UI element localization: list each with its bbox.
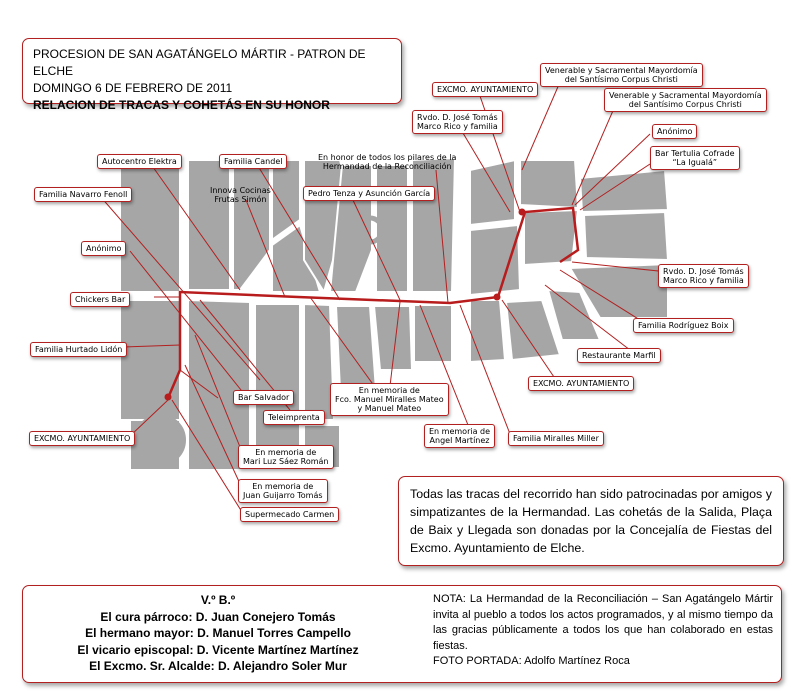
label-familia-miralles: Familia Miralles Miller: [508, 431, 604, 446]
label-excmo-top: EXCMO. AYUNTAMIENTO: [432, 82, 538, 97]
sponsorship-notice: [398, 476, 784, 566]
label-pilares: En honor de todos los pilares de la Hermandad de la Reconciliación: [318, 153, 457, 171]
label-venerable-2: Venerable y Sacramental Mayordomía del Santísimo Corpus Christi: [604, 88, 767, 112]
title-box: [22, 38, 402, 112]
label-memoria-fco: En memoria de Fco. Manuel Miralles Mateo y Manuel Mateo: [330, 383, 449, 416]
midpoint-marker: [494, 294, 501, 301]
label-memoria-juan: En memoria de Juan Guijarro Tomás: [238, 479, 328, 503]
label-familia-rodriguez: Familia Rodríguez Boix: [633, 318, 734, 333]
label-familia-navarro: Familia Navarro Fenoll: [34, 187, 132, 202]
label-memoria-angel: En memoria de Angel Martínez: [424, 424, 495, 448]
label-pedro-tenza: Pedro Tenza y Asunción García: [303, 186, 435, 201]
signer-cura: El cura párroco: D. Juan Conejero Tomás: [100, 609, 336, 624]
procession-date: DOMINGO 6 DE FEBRERO DE 2011: [33, 81, 233, 95]
label-familia-candel: Familia Candel: [219, 154, 287, 169]
nota: [433, 592, 773, 670]
label-memoria-mari: En memoria de Mari Luz Sáez Román: [238, 445, 334, 469]
list-title: RELACION DE TRACAS Y COHETÁS EN SU HONOR: [33, 98, 330, 112]
label-rvdo-top: Rvdo. D. José Tomás Marco Rico y familia: [412, 110, 503, 134]
label-innova: Innova Cocinas Frutas Simón: [210, 186, 271, 204]
label-chickers: Chickers Bar: [70, 292, 130, 307]
label-restaurante-marfil: Restaurante Marfil: [577, 348, 661, 363]
label-anonimo-right: Anónimo: [652, 124, 697, 139]
signer-alcalde: El Excmo. Sr. Alcalde: D. Alejandro Soler Mur: [89, 659, 347, 673]
foto-portada: FOTO PORTADA: Adolfo Martínez Roca: [433, 655, 630, 667]
start-marker: [165, 394, 172, 401]
signatories: [33, 592, 403, 675]
label-excmo-right: EXCMO. AYUNTAMIENTO: [528, 376, 634, 391]
nota-text: NOTA: La Hermandad de la Reconciliación – San Agatángelo Mártir invita al pueblo a todos los actos programados, y al mismo tiempo da las gracias públicamente a todos los que han colaborado en estas fiestas.: [433, 593, 773, 652]
signer-hermano: El hermano mayor: D. Manuel Torres Campello: [85, 626, 351, 640]
label-bar-salvador: Bar Salvador: [233, 390, 294, 405]
signer-vicario: El vicario episcopal: D. Vicente Martínez Martínez: [77, 642, 359, 657]
label-rvdo-right: Rvdo. D. José Tomás Marco Rico y familia: [658, 264, 749, 288]
label-familia-hurtado: Familia Hurtado Lidón: [30, 342, 127, 357]
label-supermercado: Supermecado Carmen: [240, 507, 339, 522]
label-anonimo-left: Anónimo: [81, 241, 126, 256]
label-teleimprenta: Teleimprenta: [263, 410, 325, 425]
procession-title: PROCESION DE SAN AGATÁNGELO MÁRTIR - PATRON DE ELCHE: [33, 47, 366, 78]
label-excmo-left: EXCMO. AYUNTAMIENTO: [29, 431, 135, 446]
label-venerable-1: Venerable y Sacramental Mayordomía del Santísimo Corpus Christi: [540, 63, 703, 87]
label-autocentro: Autocentro Elektra: [97, 154, 182, 169]
label-bar-tertulia: Bar Tertulia Cofrade “La Igualá”: [650, 146, 740, 170]
vobo: V.º B.º: [200, 593, 236, 607]
footer-box: [22, 585, 782, 683]
notice-text: Todas las tracas del recorrido han sido patrocinadas por amigos y simpatizantes de la Hermandad. Las cohetás de la Salida, Plaça de Baix y Llegada son donadas por la Concejalía de Fiestas del Excmo. Ayuntamiento de Elche.: [410, 487, 772, 555]
